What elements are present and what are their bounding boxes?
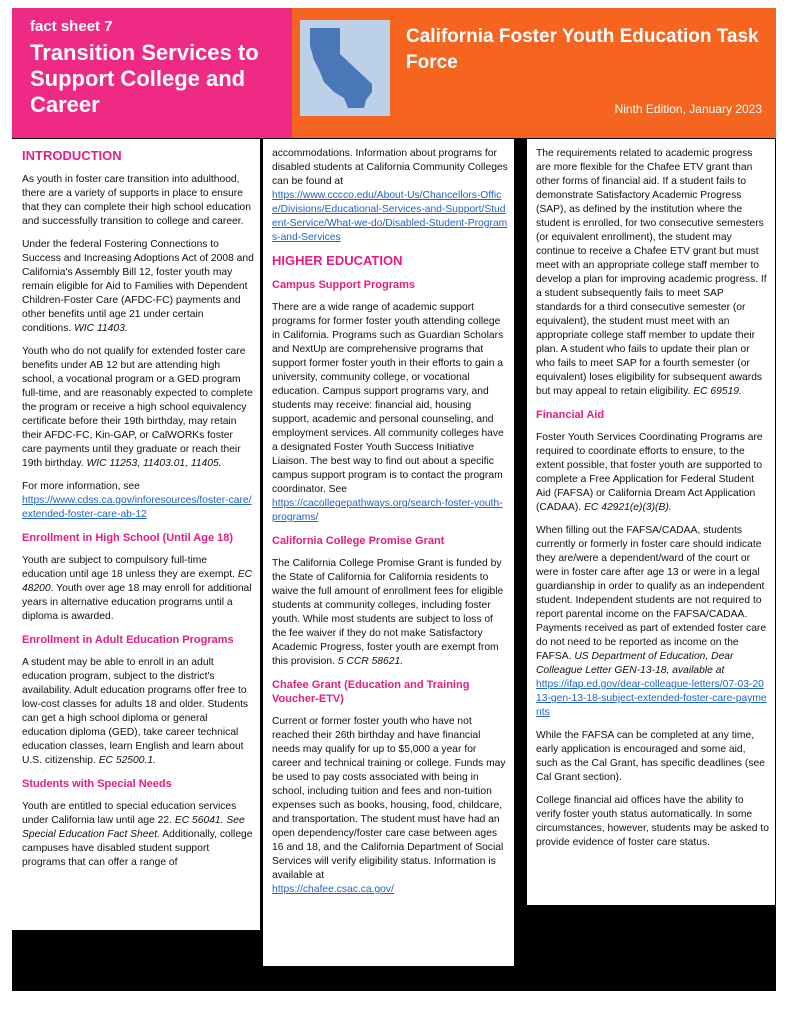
- campus-support-text: There are a wide range of academic support programs for former foster youth attending college in California. Programs such as Guardian Scholars and NextUp are comprehensive programs that support former foster youth in their efforts to gain a university, community college, or vocational education. Campus support programs vary, and students may receive: financial aid, housing support, academic and personal counseling, and employment services. All community colleges have a designated Foster Youth Success Initiative Liaison. The best way to find out about a specific campus support program is to contact the program coordinator. See: [272, 302, 504, 495]
- accommodations-text: accommodations. Information about programs for disabled students at California Community Colleges can be found at: [272, 148, 508, 187]
- citation: WIC 11253, 11403.01, 11405.: [86, 458, 222, 469]
- high-school-paragraph: [22, 554, 254, 624]
- intro-paragraph-2: [22, 238, 254, 336]
- financial-aid-paragraph: [536, 431, 769, 515]
- special-needs-text: Youth are entitled to special education services under California law until age 22.: [22, 801, 237, 826]
- column-1: [12, 139, 260, 930]
- adult-education-heading: Enrollment in Adult Education Programs: [22, 634, 234, 646]
- verify-status-paragraph: College financial aid offices have the ability to verify foster youth status automatically. In some circumstances, however, students may be asked to provide evidence of foster care status.: [536, 795, 769, 848]
- high-school-text-2: . Youth over age 18 may enroll for additional years in alternative education programs until a diploma is awarded.: [22, 583, 252, 622]
- high-school-heading: Enrollment in High School (Until Age 18): [22, 532, 234, 544]
- promise-grant-text: The California College Promise Grant is funded by the State of California for California residents to waive the full amount of enrollment fees for eligible students at community colleges, including foster youth. While most students are subject to loss of the fee waiver if they do not make Satisfactory Academic Progress, foster youth are exempt from this provision.: [272, 558, 504, 667]
- fact-sheet-title: Transition Services to Support College and Career: [30, 40, 259, 117]
- cacollegepathways-link[interactable]: https://cacollegepathways.org/search-foster-youth-programs/: [272, 498, 503, 523]
- promise-grant-paragraph: [272, 557, 508, 669]
- fafsa-text: When filling out the FAFSA/CADAA, students currently or formerly in foster care should indicate they are/were a dependent/ward of the court or were in foster care after age 13 or were in a legal guardianship in order to qualify as an independent student. Independent students are not required to report parental income on the FAFSA/CADAA. Payments received as part of extended foster care do not need to be reported as income on the FAFSA.: [536, 525, 767, 662]
- more-info-paragraph: [22, 480, 254, 522]
- citation: 5 CCR 58621.: [337, 656, 404, 667]
- special-needs-text-2: Additionally, college campuses have disabled student support programs that can offer a range of: [22, 829, 253, 868]
- edition-date: Ninth Edition, January 2023: [614, 102, 762, 116]
- column-2: [263, 139, 514, 966]
- intro-paragraph-1: As youth in foster care transition into adulthood, there are a variety of supports in place to ensure that they can complete their high school education and successfully transition to college and career.: [22, 174, 251, 227]
- intro-paragraph-3: [22, 345, 254, 471]
- adult-education-paragraph: [22, 656, 254, 768]
- cal-grant-paragraph: While the FAFSA can be completed at any time, early application is encouraged and some aid, such as the Cal Grant, has specific deadlines (see Cal Grant section).: [536, 730, 765, 783]
- fact-sheet-header: [12, 8, 292, 138]
- citation: EC 69519.: [693, 386, 742, 397]
- high-school-text: Youth are subject to compulsory full-time education until age 18 unless they are exempt.: [22, 555, 238, 580]
- special-needs-heading: Students with Special Needs: [22, 778, 172, 790]
- higher-education-heading: HIGHER EDUCATION: [272, 253, 403, 268]
- campus-support-heading: Campus Support Programs: [272, 279, 416, 291]
- sap-paragraph: [536, 147, 769, 399]
- chafee-link[interactable]: https://chafee.csac.ca.gov/: [272, 884, 394, 895]
- chafee-grant-text: Current or former foster youth who have not reached their 26th birthday and have financial needs may qualify for up to $5,000 a year for career and technical training or college. Funds may be used to pay costs associated with being in school, including tuition and fees and non-tuition expenses such as books, housing, food, childcare, and transportation. The student must have had an open dependency/foster care case between ages 16 and 18, and the California Department of Social Services will verify eligibility status. Information is available at: [272, 716, 506, 881]
- campus-support-paragraph: [272, 301, 508, 525]
- financial-aid-text: Foster Youth Services Coordinating Programs are required to coordinate efforts to ensure, to the extent possible, that foster youth are supported to complete a Free Application for Federal Student Aid (FAFSA) or California Dream Act Application (CADAA).: [536, 432, 763, 513]
- chafee-grant-paragraph: [272, 715, 508, 897]
- citation: EC 42921(e)(3)(B).: [584, 502, 672, 513]
- task-force-title: California Foster Youth Education Task Force: [406, 26, 759, 73]
- task-force-header: [292, 8, 776, 138]
- fact-sheet-label: fact sheet 7: [30, 18, 113, 35]
- fafsa-paragraph: [536, 524, 769, 720]
- citation: EC 48200: [22, 569, 253, 594]
- citation: WIC 11403.: [74, 323, 128, 334]
- citation: EC 52500.1.: [98, 755, 156, 766]
- column-3: [527, 139, 775, 905]
- special-needs-paragraph: [22, 800, 254, 870]
- adult-education-text: A student may be able to enroll in an adult education program, subject to the district's availability. Adult education programs offer free to low-cost classes for adults 18 and older. Students can get a high school diploma or general education diploma (GED), take career technical education classes, learn English and learn about U.S. citizenship.: [22, 657, 249, 766]
- citation: US Department of Education, Dear Colleague Letter GEN-13-18, available at: [536, 651, 734, 676]
- accommodations-paragraph: [272, 147, 508, 245]
- chafee-grant-heading: Chafee Grant (Education and Training Voucher-ETV): [272, 679, 470, 705]
- ifap-link[interactable]: https://ifap.ed.gov/dear-colleague-letters/07-03-2013-gen-13-18-subject-extended-foster-care-payments: [536, 679, 767, 718]
- cccco-link[interactable]: https://www.cccco.edu/About-Us/Chancellors-Office/Divisions/Educational-Services-and-Support/Student-Service/What-we-do/Disabled-Student-Programs-and-Services: [272, 190, 508, 243]
- introduction-heading: INTRODUCTION: [22, 148, 122, 163]
- more-info-text: For more information, see: [22, 481, 140, 492]
- promise-grant-heading: California College Promise Grant: [272, 535, 445, 547]
- intro-paragraph-3-text: Youth who do not qualify for extended foster care benefits under AB 12 but are attending high school, a vocational program or a GED program full-time, and are reasonably expected to complete the program or receive a high school equivalency certificate before their 19th birthday, may retain their AFDC-FC, Kin-GAP, or CalWORKs foster care payments until they graduate or reach their 19th birthday.: [22, 346, 253, 469]
- financial-aid-heading: Financial Aid: [536, 409, 605, 421]
- cdss-link[interactable]: https://www.cdss.ca.gov/inforesources/foster-care/extended-foster-care-ab-12: [22, 495, 252, 520]
- citation: EC 56041. See Special Education Fact Sheet.: [22, 815, 245, 840]
- sap-text: The requirements related to academic progress are more flexible for the Chafee ETV grant than other forms of financial aid. If a student fails to demonstrate Satisfactory Academic Progress (SAP), as defined by the institution where the student is enrolled, for two consecutive semesters (or equivalent enrollment), the student may continue to receive a Chafee ETV grant but must meet with an appropriate college staff member to develop a plan for improving academic progress. If a student subsequently fails to meet SAP standards for a third consecutive semester (or equivalent), the student must meet with an appropriate college staff member to update their plan. A student who fails to update their plan or who fails to meet SAP for a fourth semester (or equivalent) loses eligibility for subsequent awards but may appeal to retain eligibility.: [536, 148, 767, 397]
- california-map-icon: [300, 20, 390, 116]
- intro-paragraph-2-text: Under the federal Fostering Connections to Success and Increasing Adoptions Act of 2008 and California's Assembly Bill 12, foster youth may remain eligible for Aid to Families with Dependent Children-Foster Care (AFDC-FC) payments and other benefits until age 21 under certain conditions.: [22, 239, 254, 334]
